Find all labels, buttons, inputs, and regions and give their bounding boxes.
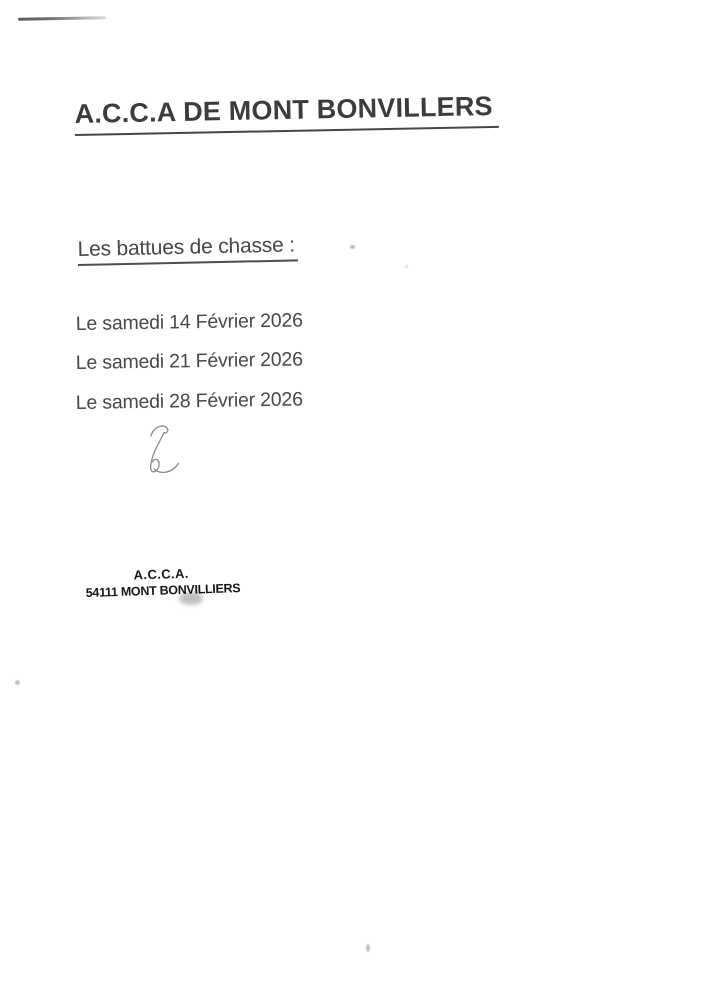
section-heading: Les battues de chasse : bbox=[77, 233, 298, 266]
hunt-date-line: Le samedi 14 Février 2026 bbox=[75, 309, 303, 336]
scan-speck bbox=[350, 245, 355, 249]
stamp-org-name: A.C.C.A. bbox=[133, 565, 190, 583]
scan-streak-artifact bbox=[18, 16, 106, 20]
hunt-date-line: Le samedi 28 Février 2026 bbox=[75, 388, 303, 415]
stamp-ink-smudge bbox=[179, 592, 203, 605]
stamp-address: 54111 MONT BONVILLIERS bbox=[85, 581, 241, 600]
document-title: A.C.C.A DE MONT BONVILLERS bbox=[74, 91, 499, 136]
scan-speck bbox=[366, 944, 370, 952]
hunt-date-line: Le samedi 21 Février 2026 bbox=[75, 348, 303, 375]
ink-stamp bbox=[85, 564, 241, 600]
handwritten-signature-icon bbox=[138, 420, 200, 482]
scan-speck bbox=[15, 680, 20, 685]
scan-speck bbox=[405, 265, 408, 268]
